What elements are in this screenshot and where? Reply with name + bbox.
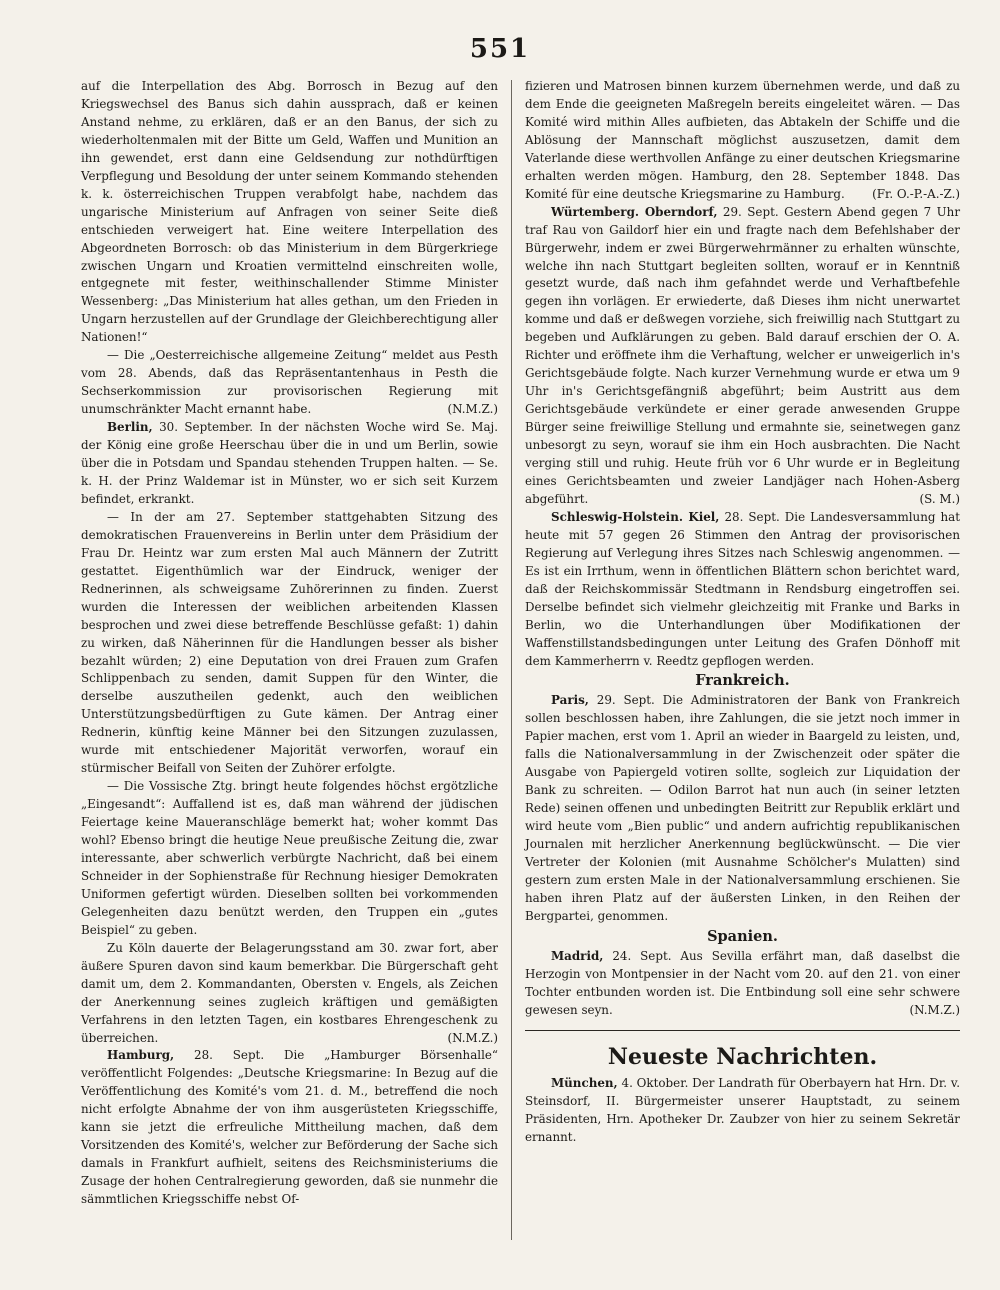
section-heading: Frankreich. (695, 672, 790, 690)
article-paragraph (81, 509, 498, 778)
paragraph-text: — Die Vossische Ztg. bringt heute folgendes höchst ergötzliche „Eingesandt“: Auffallend ist es, daß man während der jüdischen Feiertage keine Maueranschläge bemerkt hat; woher kommt Das wohl? Ebenso bringt die heutige Neue preußische Zeitung die, zwar interessante, aber schwerlich verbürgte Nachricht, daß bei einem Schneider in der Sophienstraße für Rechnung hiesiger Demokraten Uniformen gefertigt würden. Dieselben sollten bei vorkommenden Gelegenheiten dazu benützt werden, den Truppen ein „gutes Beispiel“ zu geben. (81, 779, 498, 937)
article-paragraph (81, 940, 498, 1048)
article-paragraph (525, 509, 960, 671)
paragraph-text: fizieren und Matrosen binnen kurzem übernehmen werde, und daß zu dem Ende die geeigneten Maßregeln bereits eingeleitet wären. — Das Komité wird mithin Alles aufbieten, das Abtakeln der Schiffe und die Ablösung der Mannschaft möglichst auszusetzen, damit dem Vaterlande diese werthvollen Anfänge zu einer deutschen Kriegsmarine erhalten werden mögen. Hamburg, den 28. September 1848. Das Komité für eine deutsche Kriegsmarine zu Hamburg. (525, 79, 960, 201)
paragraph-text: 28. Sept. Die „Hamburger Börsenhalle“ veröffentlicht Folgendes: „Deutsche Kriegsmarine: In Bezug auf die Veröffentlichung des Komité's vom 21. d. M., betreffend die noch nicht erfolgte Abnahme der von ihm ausgerüsteten Kriegsschiffe, kann sie jetzt die erfreuliche Mittheilung machen, daß dem Vorsitzenden des Komité's, welcher zur Beförderung der Sache sich damals in Frankfurt aufhielt, seitens des Reichsministeriums die Zusage der hohen Centralregierung geworden, daß sie nunmehr die sämmtlichen Kriegsschiffe nebst Of- (81, 1048, 498, 1207)
article-continuation (525, 78, 960, 204)
paragraph-text: Zu Köln dauerte der Belagerungsstand am 30. zwar fort, aber äußere Spuren davon sind kaum bemerkbar. Die Bürgerschaft geht damit um, dem 2. Kommandanten, Obersten v. Engels, als Zeichen der Anerkennung seines zugleich kräftigen und gemäßigten Verfahrens in den letzten Tagen, ein kostbares Ehrengeschenk zu überreichen. (81, 940, 498, 1045)
paragraph-text: 30. September. In der nächsten Woche wird Se. Maj. der König eine große Heerschau über die in und um Berlin, sowie über die in Potsdam und Spandau stehenden Truppen halten. — Se. k. H. der Prinz Waldemar ist in Münster, wo er sich seit Kurzem befindet, erkrankt. (81, 420, 499, 506)
paragraph-text: — Die „Oesterreichische allgemeine Zeitung“ meldet aus Pesth vom 28. Abends, daß das Repräsentantenhaus in Pesth die Sechserkommission zur provisorischen Regierung mit unumschränkter Macht ernannt habe. (81, 348, 498, 417)
dateline: Madrid, (551, 948, 604, 963)
dateline: Hamburg, (107, 1048, 175, 1063)
right-column (525, 78, 960, 1146)
article-paragraph (81, 1047, 498, 1209)
source-citation: (N.M.Z.) (909, 1002, 960, 1017)
latest-news-heading: Neueste Nachrichten. (607, 1043, 878, 1070)
dateline: München, (551, 1075, 618, 1090)
dateline: Würtemberg. Oberndorf, (551, 204, 718, 219)
paragraph-text: auf die Interpellation des Abg. Borrosch in Bezug auf den Kriegswechsel des Banus sich dahin aussprach, daß er keinen Anstand nehme, zu erklären, daß er an den Banus, der sich zu wiederholtenmalen mit der Bitte um Geld, Waffen und Munition an ihn gewendet, erst dann eine Geldsendung zur nothdürftigen Verpflegung und Besoldung der unter seinem Kommando stehenden k. k. österreichischen Truppen verabfolgt habe, nachdem das ungarische Ministerium auf Anfragen von seiner Seite dieß entschieden verweigert hat. Eine weitere Interpellation des Abgeordneten Borrosch: ob das Ministerium in dem Bürgerkriege zwischen Ungarn und Kroatien vermittelnd einschreiten wolle, entgegnete mit fester, weithinschallender Stimme Minister Wessenberg: „Das Ministerium hat alles gethan, um den Frieden in Ungarn herzustellen auf der Grundlage der Gleichberechtigung aller Nationen!“ (81, 79, 498, 345)
article-paragraph (525, 692, 960, 925)
page-number: 551 (469, 34, 531, 64)
source-citation: (N.M.Z.) (447, 402, 498, 417)
source-citation: (N.M.Z.) (447, 1030, 498, 1045)
paragraph-text: 24. Sept. Aus Sevilla erfährt man, daß daselbst die Herzogin von Montpensier in der Nacht vom 20. auf den 21. von einer Tochter entbunden worden ist. Die Entbindung soll eine sehr schwere gewesen seyn. (525, 948, 961, 1017)
section-heading: Spanien. (707, 927, 778, 945)
article-paragraph (525, 948, 960, 1020)
separator-rule (525, 1030, 960, 1031)
article-paragraph (525, 1075, 960, 1147)
paragraph-text: 4. Oktober. Der Landrath für Oberbayern hat Hrn. Dr. v. Steinsdorf, II. Bürgermeister unserer Hauptstadt, zu seinem Präsidenten, Hrn. Apotheker Dr. Zaubzer von hier zu seinem Sekretär ernannt. (525, 1075, 960, 1144)
paragraph-text: 29. Sept. Gestern Abend gegen 7 Uhr traf Rau von Gaildorf hier ein und fragte nach dem Befehlshaber der Bürgerwehr, indem er zwei Bürgerwehrmänner zu erhalten wünschte, welche ihn nach Stuttgart begleiten sollten, worauf er in Kenntniß gesetzt wurde, daß nach ihm gefahndet werde und Verhaftbefehle gegen ihn vorlägen. Er erwiederte, daß Dieses ihm nicht unerwartet komme und daß er deßwegen vorziehe, sich freiwillig nach Stuttgart zu begeben und Aufklärungen zu geben. Bald darauf erschien der O. A. Richter und eröffnete ihm die Verhaftung, welcher er unweigerlich in's Gerichtsgebäude folgte. Nach kurzer Vernehmung wurde er etwa um 9 Uhr in's Gerichtsgefängniß abgeführt; beim Austritt aus dem Gerichtsgebäude verkündete er einer gerade anwesenden Gruppe Bürger seine freiwillige Stellung und ermahnte sie, seinetwegen ganz unbesorgt zu seyn, worauf sie ihm ein Hoch ausbrachten. Die Nacht verging still und ruhig. Heute früh vor 6 Uhr wurde er in Begleitung eines Gerichtsbeamten und zweier Landjäger nach Hohen-Asberg abgeführt. (525, 204, 961, 506)
article-continuation (81, 78, 498, 347)
dateline: Paris, (551, 693, 589, 708)
paragraph-text: 28. Sept. Die Landesversammlung hat heute mit 57 gegen 26 Stimmen den Antrag der provisorischen Regierung auf Verlegung ihres Sitzes nach Schleswig angenommen. — Es ist ein Irrthum, wenn in öffentlichen Blättern schon berichtet ward, daß der Reichskommissär Stedtmann in Rendsburg eingetroffen sei. Derselbe befindet sich vielmehr gleichzeitig mit Franke und Barks in Berlin, wo die Unterhandlungen über Modifikationen der Waffenstillstandsbedingungen unter Leitung des Grafen Dönhoff mit dem Kammerherrn v. Reedtz gepflogen werden. (525, 509, 961, 668)
dateline: Schleswig-Holstein. Kiel, (551, 509, 720, 524)
column-rule (511, 80, 512, 1240)
article-paragraph (81, 347, 498, 419)
left-column (81, 78, 498, 1209)
article-paragraph (81, 778, 498, 940)
paragraph-text: 29. Sept. Die Administratoren der Bank von Frankreich sollen beschlossen haben, ihre Zahlungen, die sie jetzt noch immer in Papier machen, erst vom 1. April an wieder in Baargeld zu leisten, und, falls die Nationalversammlung in der Zwischenzeit oder später die Ausgabe von Papiergeld votiren sollte, sogleich zur Liquidation der Bank zu schreiten. — Odilon Barrot hat nun auch (in seiner letzten Rede) seinen offenen und unbedingten Beitritt zur Republik erklärt und wird heute vom „Bien public“ und andern aufrichtig republikanischen Journalen mit herzlicher Anerkennung beglückwünscht. — Die vier Vertreter der Kolonien (mit Ausnahme Schölcher's Mulatten) sind gestern zum ersten Male in der Nationalversammlung erschienen. Sie haben ihren Platz auf der äußersten Linken, in den Reihen der Bergpartei, genommen. (525, 693, 961, 923)
source-citation: (Fr. O.-P.-A.-Z.) (872, 186, 960, 201)
source-citation: (S. M.) (919, 491, 960, 506)
article-paragraph (81, 419, 498, 509)
paragraph-text: — In der am 27. September stattgehabten Sitzung des demokratischen Frauenvereins in Berlin unter dem Präsidium der Frau Dr. Heintz war zum ersten Mal auch Männern der Zutritt gestattet. Eigenthümlich war der Eindruck, weniger der Rednerinnen, als schweigsame Zuhörerinnen zu finden. Zuerst wurden die Interessen der weiblichen arbeitenden Klassen besprochen und zwei diese betreffende Beschlüsse gefaßt: 1) dahin zu wirken, daß Näherinnen für die Handlungen besser als bisher bezahlt würden; 2) eine Deputation von drei Frauen zum Grafen Schlippenbach zu senden, damit Suppen für den Winter, die derselbe auszutheilen gedenkt, auch den weiblichen Unterstützungsbedürftigen zu Gute kämen. Der Antrag einer Rednerin, künftig keine Männer bei den Sitzungen zuzulassen, wurde mit entschiedener Majorität verworfen, worauf ein stürmischer Beifall von Seiten der Zuhörer erfolgte. (81, 509, 498, 776)
article-paragraph (525, 204, 960, 509)
dateline: Berlin, (107, 420, 153, 435)
